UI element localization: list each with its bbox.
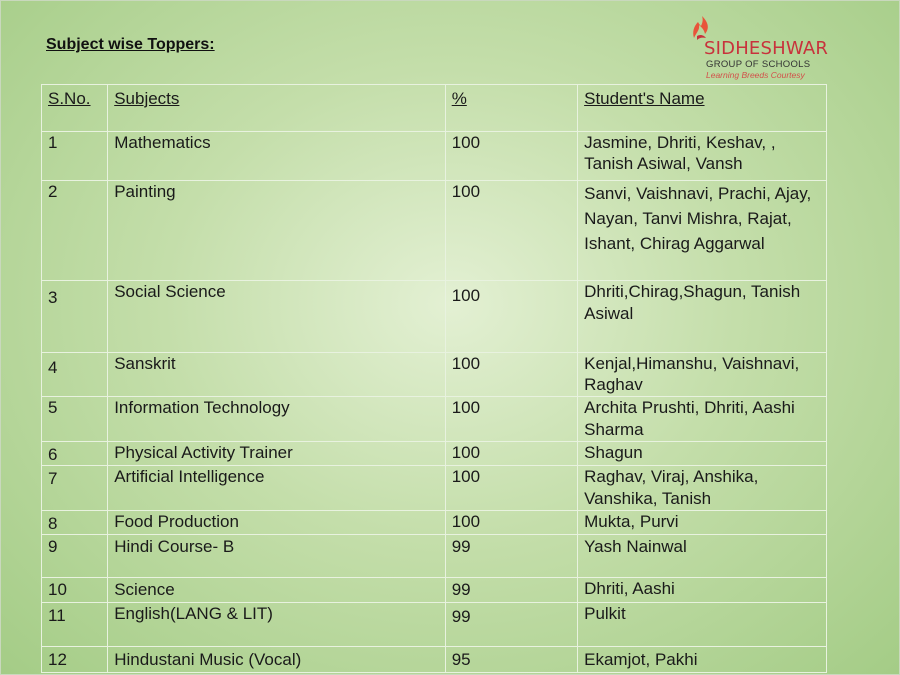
row-subject: Sanskrit <box>108 353 445 397</box>
row-names: Jasmine, Dhriti, Keshav, , Tanish Asiwal, Vansh <box>578 132 827 181</box>
row-subject: Mathematics <box>108 132 445 181</box>
toppers-table <box>41 84 827 673</box>
table-row <box>42 603 827 647</box>
table-row <box>42 397 827 442</box>
row-subject: Hindi Course- B <box>108 535 445 578</box>
row-names: Dhriti,Chirag,Shagun, Tanish Asiwal <box>578 281 827 353</box>
row-percent: 100 <box>445 132 577 181</box>
row-sno: 7 <box>42 466 108 511</box>
row-percent: 100 <box>445 181 577 281</box>
row-percent: 99 <box>445 603 577 647</box>
header-sno: S.No. <box>42 85 108 132</box>
table-row <box>42 281 827 353</box>
row-percent: 100 <box>445 511 577 535</box>
row-subject: English(LANG & LIT) <box>108 603 445 647</box>
row-sno: 11 <box>42 603 108 647</box>
row-names: Mukta, Purvi <box>578 511 827 535</box>
header-subjects: Subjects <box>108 85 445 132</box>
row-subject: Painting <box>108 181 445 281</box>
row-names: Kenjal,Himanshu, Vaishnavi, Raghav <box>578 353 827 397</box>
logo-subtitle: GROUP OF SCHOOLS <box>706 59 811 70</box>
row-sno: 4 <box>42 353 108 397</box>
school-logo <box>686 14 856 84</box>
row-names: Archita Prushti, Dhriti, Aashi Sharma <box>578 397 827 442</box>
row-subject: Hindustani Music (Vocal) <box>108 647 445 673</box>
logo-tagline: Learning Breeds Courtesy <box>706 70 805 80</box>
table-row <box>42 466 827 511</box>
row-sno: 12 <box>42 647 108 673</box>
row-sno: 10 <box>42 578 108 603</box>
row-subject: Science <box>108 578 445 603</box>
table-row <box>42 353 827 397</box>
row-names: Sanvi, Vaishnavi, Prachi, Ajay, Nayan, Tanvi Mishra, Rajat, Ishant, Chirag Aggarwal <box>578 181 827 281</box>
row-percent: 100 <box>445 397 577 442</box>
row-subject: Social Science <box>108 281 445 353</box>
table-row <box>42 132 827 181</box>
logo-name: SIDHESHWAR <box>704 38 829 59</box>
header-student-name: Student's Name <box>578 85 827 132</box>
row-sno: 1 <box>42 132 108 181</box>
row-sno: 2 <box>42 181 108 281</box>
table-row <box>42 511 827 535</box>
row-names: Raghav, Viraj, Anshika, Vanshika, Tanish <box>578 466 827 511</box>
table-row <box>42 442 827 466</box>
row-percent: 99 <box>445 535 577 578</box>
row-percent: 100 <box>445 442 577 466</box>
row-names: Dhriti, Aashi <box>578 578 827 603</box>
row-percent: 95 <box>445 647 577 673</box>
page-title: Subject wise Toppers: <box>46 36 215 53</box>
table-row <box>42 181 827 281</box>
row-percent: 100 <box>445 466 577 511</box>
header-percent: % <box>445 85 577 132</box>
row-subject: Artificial Intelligence <box>108 466 445 511</box>
row-subject: Food Production <box>108 511 445 535</box>
row-sno: 6 <box>42 442 108 466</box>
row-sno: 5 <box>42 397 108 442</box>
row-names: Pulkit <box>578 603 827 647</box>
table-row <box>42 535 827 578</box>
row-sno: 8 <box>42 511 108 535</box>
row-names: Yash Nainwal <box>578 535 827 578</box>
row-sno: 3 <box>42 281 108 353</box>
table-header-row <box>42 85 827 132</box>
row-sno: 9 <box>42 535 108 578</box>
row-subject: Information Technology <box>108 397 445 442</box>
row-percent: 99 <box>445 578 577 603</box>
table-row <box>42 578 827 603</box>
row-names: Shagun <box>578 442 827 466</box>
row-names: Ekamjot, Pakhi <box>578 647 827 673</box>
row-subject: Physical Activity Trainer <box>108 442 445 466</box>
row-percent: 100 <box>445 281 577 353</box>
row-percent: 100 <box>445 353 577 397</box>
table-row <box>42 647 827 673</box>
